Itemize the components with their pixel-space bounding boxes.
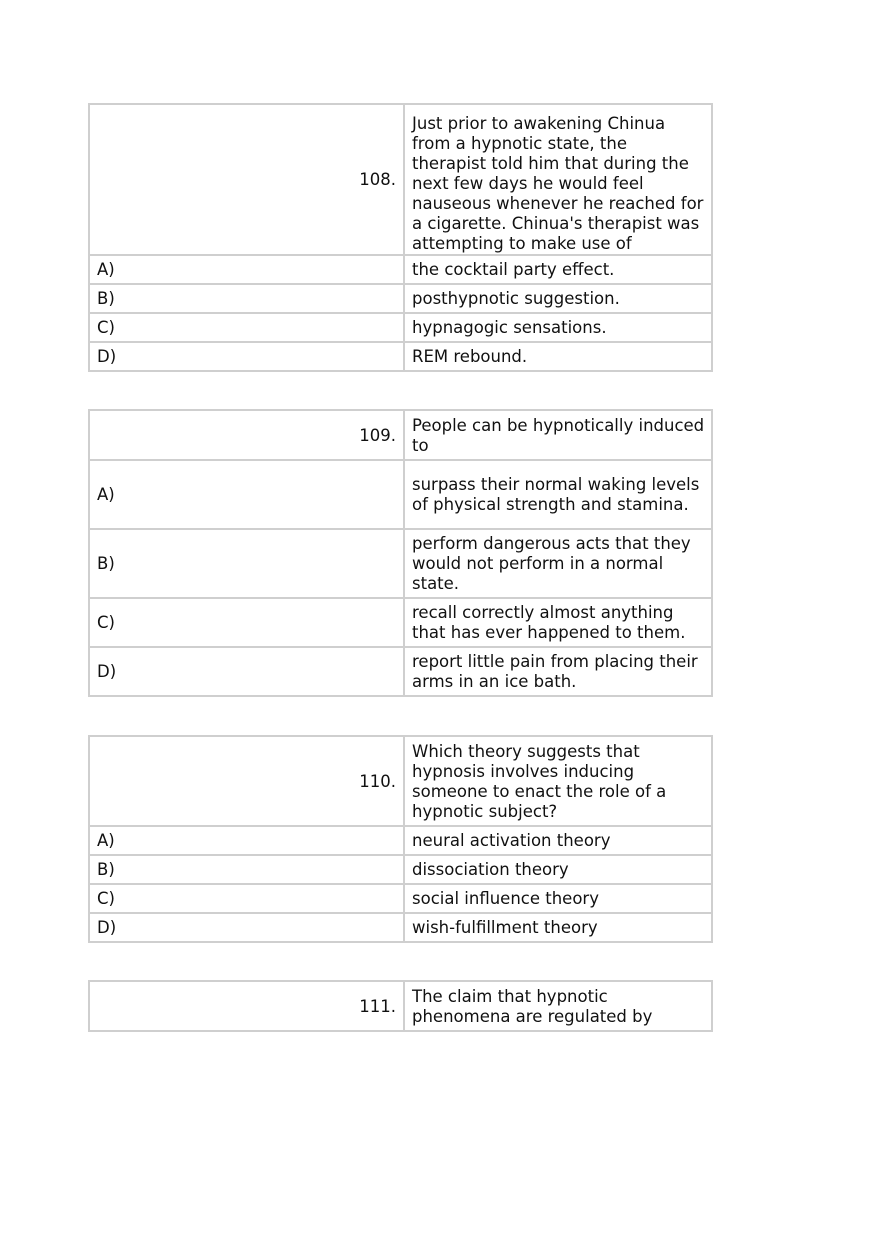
option-letter: B)	[89, 855, 404, 884]
option-row-b	[89, 529, 712, 598]
option-text: report little pain from placing their arms in an ice bath.	[404, 647, 712, 696]
option-row-b	[89, 855, 712, 884]
option-letter: D)	[89, 913, 404, 942]
option-row-d	[89, 913, 712, 942]
option-text: hypnagogic sensations.	[404, 313, 712, 342]
question-table-110	[88, 735, 713, 943]
option-letter: C)	[89, 598, 404, 647]
option-row-c	[89, 313, 712, 342]
question-table-108	[88, 103, 713, 372]
question-number: 108.	[89, 104, 404, 255]
question-row	[89, 981, 712, 1031]
option-row-d	[89, 647, 712, 696]
option-text: wish-fulfillment theory	[404, 913, 712, 942]
question-stem: Which theory suggests that hypnosis involves inducing someone to enact the role of a hypnotic subject?	[404, 736, 712, 826]
option-row-a	[89, 255, 712, 284]
option-row-d	[89, 342, 712, 371]
option-letter: B)	[89, 529, 404, 598]
option-text: dissociation theory	[404, 855, 712, 884]
option-text: perform dangerous acts that they would not perform in a normal state.	[404, 529, 712, 598]
question-row	[89, 410, 712, 460]
option-letter: A)	[89, 826, 404, 855]
question-row	[89, 104, 712, 255]
option-text: REM rebound.	[404, 342, 712, 371]
option-letter: A)	[89, 460, 404, 529]
option-letter: C)	[89, 313, 404, 342]
option-letter: A)	[89, 255, 404, 284]
option-row-b	[89, 284, 712, 313]
option-letter: B)	[89, 284, 404, 313]
option-row-c	[89, 884, 712, 913]
question-number: 109.	[89, 410, 404, 460]
option-row-a	[89, 826, 712, 855]
question-table-111	[88, 980, 713, 1032]
option-letter: D)	[89, 342, 404, 371]
question-table-109	[88, 409, 713, 697]
question-stem: Just prior to awakening Chinua from a hypnotic state, the therapist told him that during the next few days he would feel nauseous whenever he reached for a cigarette. Chinua's therapist was attempting to make use of	[404, 104, 712, 255]
option-letter: C)	[89, 884, 404, 913]
option-text: the cocktail party effect.	[404, 255, 712, 284]
question-number: 111.	[89, 981, 404, 1031]
option-text: social influence theory	[404, 884, 712, 913]
option-row-c	[89, 598, 712, 647]
question-number: 110.	[89, 736, 404, 826]
option-letter: D)	[89, 647, 404, 696]
question-stem: People can be hypnotically induced to	[404, 410, 712, 460]
option-text: surpass their normal waking levels of physical strength and stamina.	[404, 460, 712, 529]
question-stem: The claim that hypnotic phenomena are regulated by	[404, 981, 712, 1031]
option-row-a	[89, 460, 712, 529]
option-text: posthypnotic suggestion.	[404, 284, 712, 313]
option-text: neural activation theory	[404, 826, 712, 855]
option-text: recall correctly almost anything that has ever happened to them.	[404, 598, 712, 647]
question-row	[89, 736, 712, 826]
